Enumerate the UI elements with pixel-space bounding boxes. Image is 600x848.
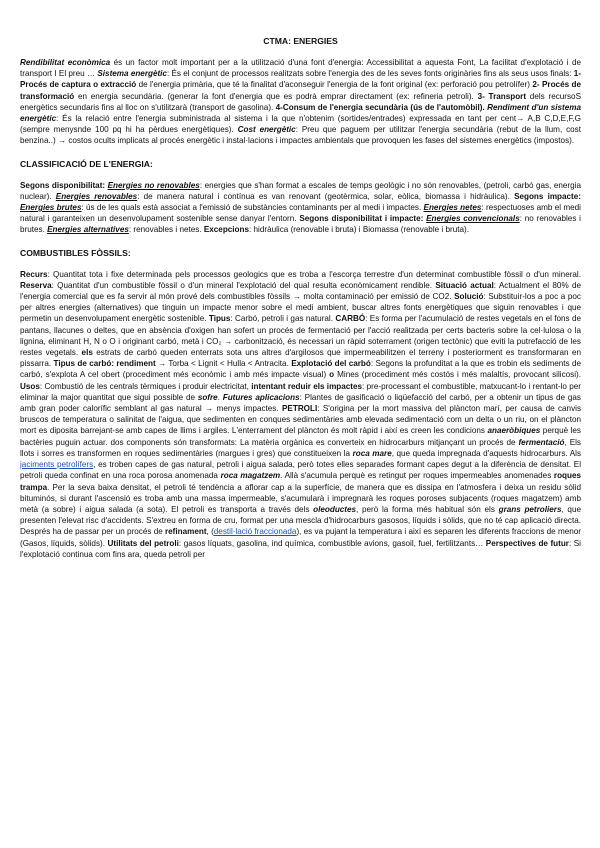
text-run: Explotació del carbó xyxy=(291,359,371,369)
text-run: Utilitats del petroli xyxy=(107,538,179,548)
text-run: o xyxy=(329,370,335,380)
text-run: , ( xyxy=(206,527,214,537)
text-run: Rendibilitat econòmica xyxy=(20,58,111,67)
text-run: : ús de les quals està associat a l'emissió de substàncies contaminants per al medi i impactes. xyxy=(81,203,424,213)
text-run: Situació actual xyxy=(435,280,494,290)
text-run: 1- Procés de captura o extracció xyxy=(20,69,581,90)
text-run: : renovables i netes. xyxy=(128,225,204,235)
text-run: : Quantitat d'un combustible fòssil o d'un mineral l'explotació del qual resulta econòmicament rendible. xyxy=(51,280,436,290)
text-run: en energia secundària. (generar la font d'energia que es podrà emprar directament (ex: refineria petroli). xyxy=(74,91,478,101)
classificacio-paragraph xyxy=(20,180,581,236)
text-run: Usos xyxy=(20,381,40,391)
heading-combustibles: COMBUSTIBLES FÒSSILS: xyxy=(20,247,131,258)
text-run: perquè les bactèries puguin actuar. dos components són transformats: La matèria orgànica es converteix en hidrocarburs mitjançant un procés de xyxy=(20,426,581,447)
text-run: Recurs xyxy=(20,269,48,279)
text-run: : Si l'explotació continua com fins ara, queda petroli per xyxy=(20,538,581,559)
text-run: Energies renovables xyxy=(55,191,138,201)
text-run: Segons disponibilitat i impacte: xyxy=(299,214,424,224)
text-run: . Allà s'acumula perquè es retingut per roques impermeables anomenades xyxy=(280,471,554,481)
combustibles-paragraph xyxy=(20,269,581,560)
text-run: 4-Consum de l'energia secundària (ús de l'automòbil). xyxy=(275,102,485,112)
text-run: Energies no renovables xyxy=(107,180,200,190)
text-run: : gasos líquats, gasolina, ind química, combustible avions, gasoil, fuel, fertilitzants… xyxy=(178,538,486,548)
text-run: Futures aplicacions xyxy=(222,392,300,402)
text-run: , es troben capes de gas natural, petroli i aigua salada, però totes elles separades formant capes degut a la diferència de densitat. El petroli queda confinat en una roca porosa anomenada xyxy=(20,460,581,481)
text-run: , que presenten l'elevat risc d'accidents. S'extreu en forma de cru, format per una mescla d'hidrocarburs gasosos, líquids i sòlids, que no té cap aplicació directa. Després ha de passar per un procés de xyxy=(20,504,581,537)
text-run: PETROLI xyxy=(282,404,318,414)
text-run: , Els llots i sorres es transformen en roques sedimentàries (margues i gres) que constitueixen la xyxy=(20,437,581,458)
document-title: CTMA: ENERGIES xyxy=(263,36,338,46)
text-run: Excepcions xyxy=(203,225,250,235)
text-run: intentant reduir els impactes xyxy=(251,381,363,391)
text-run: Segons disponibilitat: xyxy=(20,180,106,190)
text-run: . Per la seva baixa densitat, el petroli té tendència a aflorar cap a la superfície, de manera que es dissipa en l'atmosfera i deixa un residu sòlid bituminós, si durant l'ascensió es troba amb una massa impermeable, s'acumularà i impregnarà les roques poroses subjacents (roques magatzem) amb metà (a sobre) i aigua salada (a sota). El petroli es transporta a través dels xyxy=(20,482,581,514)
text-run: 2- Procés de transformació xyxy=(20,80,581,101)
text-run: Energies alternatives xyxy=(47,225,129,235)
text-run: Tipus de carbó: rendiment xyxy=(53,359,156,369)
text-run: grans petroliers xyxy=(498,504,562,514)
text-run: Solució xyxy=(454,292,484,302)
text-run: anaeròbiques xyxy=(487,426,541,436)
text-run: : de manera natural i contínua es van renovant (geotèrmica, solar, eòlica, biomassa i hidràulica). xyxy=(137,191,515,201)
text-run: : no renovables i brutes. xyxy=(20,214,581,235)
text-run: : Carbó, petroli i gas natural. xyxy=(230,314,336,324)
text-run: Rendiment d'un sistema energètic xyxy=(20,102,581,124)
text-run: Energies netes xyxy=(423,203,482,213)
text-run: Reserva xyxy=(20,280,52,290)
text-run: és un factor molt important per a la utilització d'una font d'energia: Accessibilitat a aquesta Font, La facilitat d'explotació i de transport I El preu … xyxy=(20,58,581,79)
text-run: oleoductes xyxy=(313,504,357,514)
text-run: Tipus xyxy=(208,314,231,324)
text-run: : És el conjunt de processos realitzats sobre l'energia des de les seves fonts originàries fins als seus usos finals: xyxy=(166,69,574,79)
text-run: , que queda impregnada d'aquests hidrocarburs. Als xyxy=(391,448,582,458)
text-run: Perspectives de futur xyxy=(485,538,569,548)
text-run: de l'energia primària, que té la finalitat d'aconseguir l'energia de la font original (ex: perforació pou petrolífer) xyxy=(136,80,533,90)
text-run: roques trampa xyxy=(20,471,581,492)
text-run: roca mare xyxy=(352,448,392,458)
text-run: : respectuoses amb el medi natural i garanteixen un desenvolupament sostenible sense danyar l'entorn. xyxy=(20,203,581,224)
text-run: : pre-processant el combustible, matxucant-lo i rentant-lo per eliminar la major quantitat que sigui possible de xyxy=(20,381,582,402)
text-run: roca magatzem xyxy=(220,471,281,481)
text-run: : hidràulica (renovable i bruta) i Biomassa (renovable i bruta). xyxy=(249,225,469,235)
text-run: : Segons la profunditat a la que es trobin els sediments de carbó, s'explota A cel obert (procediment més econòmic i amb més impacte visual) xyxy=(20,359,582,380)
text-run: : Plantes de gasificació o liqüefacció del carbó, per a obtenir un tipus de gas amb gran poder calorífic semblant al gas natural → menys impactes. xyxy=(20,392,581,414)
text-run: . xyxy=(217,392,223,402)
text-run: : Quantitat tota i fixe determinada pels processos geologics que es troba a l'escorça terrestre d'un determinat combustible fòssil o d'un mineral. xyxy=(47,269,581,279)
heading-classificacio: CLASSIFICACIÓ DE L'ENERGIA: xyxy=(20,158,153,169)
text-run: ), es va pujant la temperatura i així es separen les diferents fraccions de menor (Gasos, líquids, sòlids). xyxy=(20,527,581,548)
text-run: : S'origina per la mort massiva del plàncton marí, per causa de canvis bruscos de temperatura o salinitat de l'aigua, que sedimenten en conques sedimentàries amb elevada sedimentació com un delta o un riu, on el plàncton mort es diposita barrejant-se amb capes de llims i argiles. L'enterrament del plàncton és molt ràpid i així es creen les condicions xyxy=(20,404,582,436)
text-run: Cost energètic xyxy=(237,125,296,135)
text-run: Energies convencionals xyxy=(426,214,520,224)
text-run: Sistema energètic xyxy=(97,69,167,79)
text-run: sofre xyxy=(197,392,218,402)
text-run: refinament xyxy=(165,527,207,537)
text-run: Energies brutes xyxy=(20,203,82,213)
text-run: : energies que s'han format a escales de temps geològic i no són renovables, (petroli, carbó gas, energia nuclear). xyxy=(20,180,581,201)
text-run: : Combustió de les centrals tèrmiques i produir electricitat, xyxy=(39,381,252,391)
text-run: els xyxy=(81,348,93,358)
text-run: : Actualment el 80% de l'energia comercial que es fa servir al món prové dels combustibles fòssils → molta contaminació per emissió de CO2. xyxy=(20,280,582,302)
text-run: : Es forma per l'acumulació de restes vegetals en el fons de pantans, llacunes o deltes, que en absència d'oxigen han sofert un procés de fermentació per l'acció realitzada per certs bacteris sobre la cel·lulosa o la lignina, eliminant H, N o O i originant carbó, metà i CO₂ → carbonització, és necessari un ràpid soterrament (origen tectònic) que eviti la putrefacció de les restes vegetals. xyxy=(20,314,582,358)
text-run: Mines (procediment més costós i més malaltís, provocant silicosi). xyxy=(334,370,581,380)
text-run: : És la relació entre l'energia subministrada al sistema i la que n'obtenim (sortides/entrades) expressada en tant per cent→ A,B C,D,E,F,G (sempre menysnde 100 pq hi ha pèrdues energètiques). xyxy=(20,114,581,135)
hyperlink[interactable]: destil·lació fraccionada xyxy=(213,527,297,537)
text-run: : Substituir-los a poc a poc per altres energies (alternatives) que tinguin un impacte menor sobre el medi ambient, buscar altres fonts energètiques que siguin renovables i que permetin un desenvolupament energètic sostenible. xyxy=(20,292,581,324)
text-run: , però la forma més habitual són els xyxy=(356,504,499,514)
text-run: → Torba < Lignit < Hulla < Antracita. xyxy=(155,359,292,369)
text-run: 3- Transport xyxy=(477,91,527,101)
text-run: dels recursoS energètics secundaris fins al lloc on s'utilitzarà (transport de gasolina). xyxy=(20,91,581,112)
text-run: fermentació xyxy=(518,437,565,447)
text-run: : Preu que paguem per utilitzar l'energia secundària (rebut de la llum, cost benzina..) → costos ocults implicats al procés energètic i instal·lacions i impactes ambientals que provoquen les fases del sistemes energètics (impostos). xyxy=(20,125,581,146)
hyperlink[interactable]: jaciments petrolífers xyxy=(20,460,94,470)
text-run: Segons impacte: xyxy=(514,191,581,201)
text-run: CARBÓ xyxy=(335,314,366,324)
text-run: estrats de carbó queden enterrats sota uns altres d'argilosos que impermeabilitzen el terreny i posteriorment es transformaran en pissarra. xyxy=(20,348,581,369)
intro-paragraph xyxy=(20,57,581,147)
